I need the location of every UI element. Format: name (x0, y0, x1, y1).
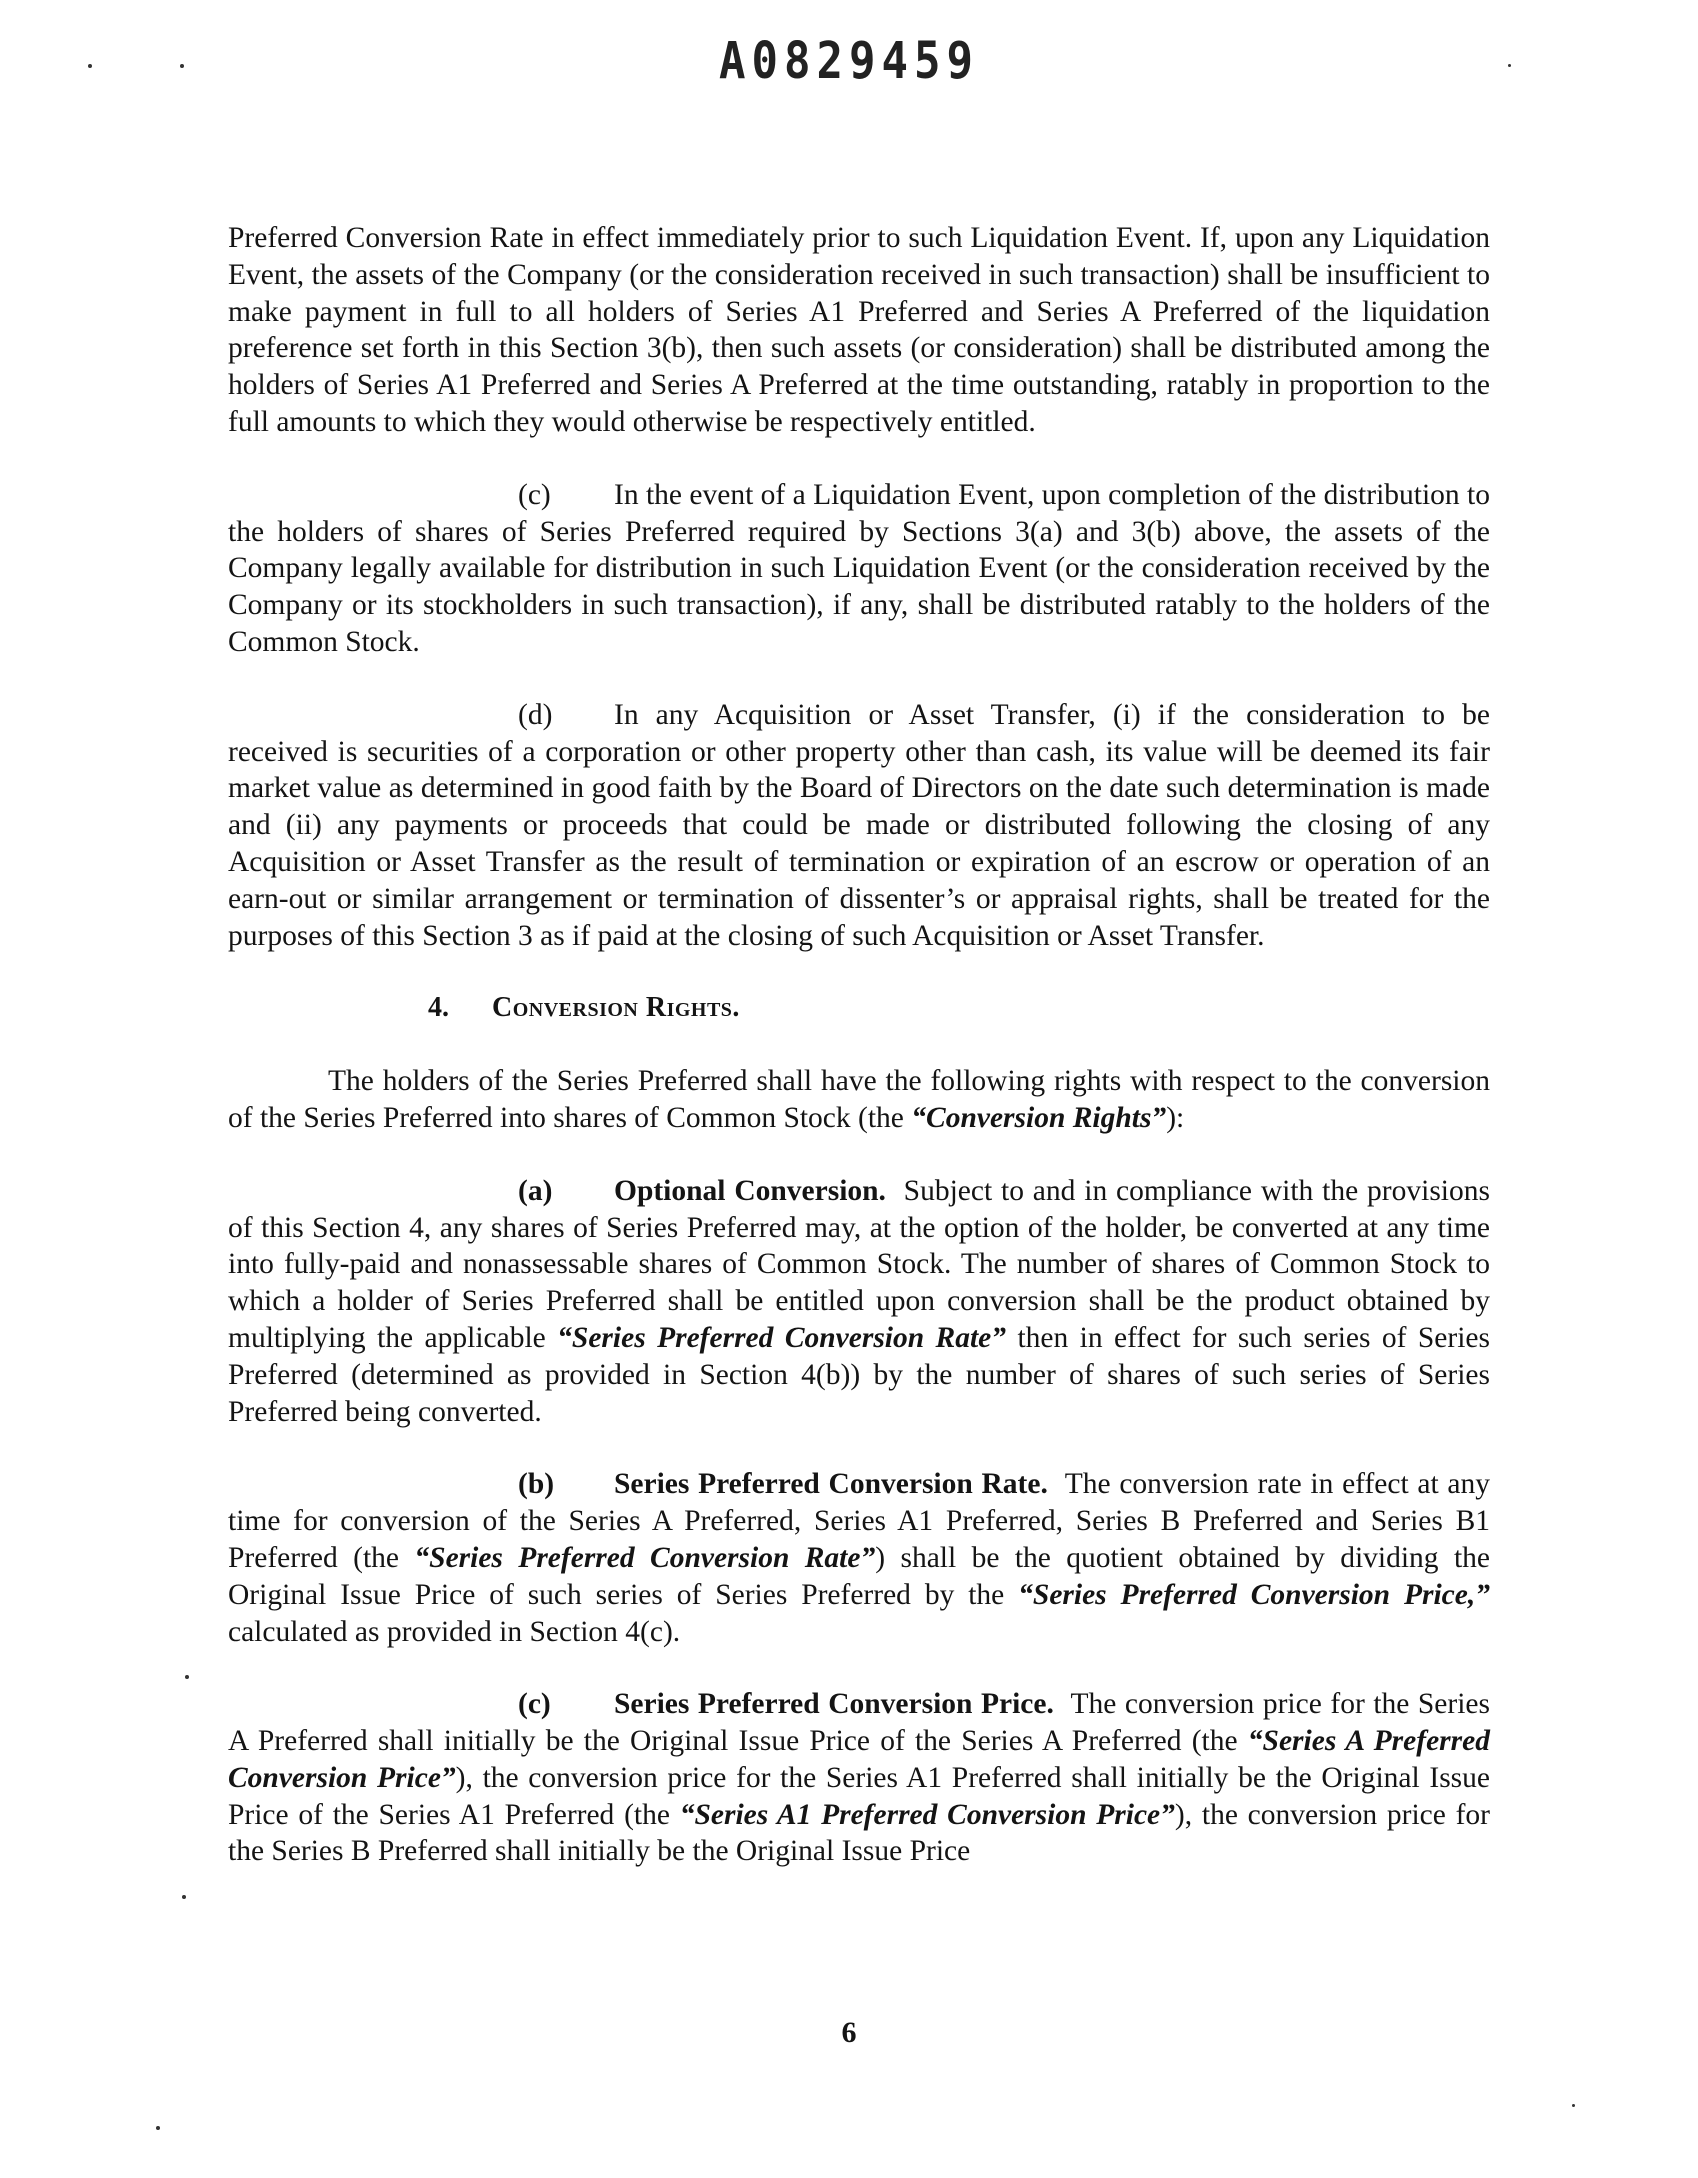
paragraph-4a (228, 1173, 1490, 1431)
section-number: 4. (428, 992, 449, 1024)
section-heading-4 (228, 990, 1490, 1027)
defined-term: “Conversion Rights” (911, 1101, 1167, 1134)
intro-tail: ): (1166, 1101, 1185, 1134)
clause-label: (b) (518, 1468, 555, 1501)
clause-label: (c) (518, 1688, 551, 1721)
clause-heading: Optional Conversion. (614, 1174, 886, 1207)
paragraph-section4-intro (228, 1063, 1490, 1137)
clause-text: calculated as provided in Section 4(c). (228, 1615, 681, 1648)
scan-speck (156, 2126, 160, 2130)
clause-label: (d) (518, 698, 553, 731)
defined-term: “Series A Preferred Conversion Price” (228, 1725, 1490, 1794)
clause-text: The conversion rate in effect at any time for conversion of the Series A Preferred, Series A1 Preferred, Series B Preferred and Series B1 Preferred (the (228, 1468, 1490, 1574)
scan-speck (182, 1895, 186, 1899)
clause-label: (c) (518, 478, 551, 511)
scan-speck (1508, 64, 1511, 67)
clause-text: Subject to and in compliance with the provisions of this Section 4, any shares of Series Preferred may, at the option of the holder, be converted at any time into fully-paid and nonassessable shares of Common Stock. The number of shares of Common Stock to which a holder of Series Preferred shall be entitled upon conversion shall be the product obtained by multiplying the applicable (228, 1174, 1490, 1354)
scan-speck (185, 1675, 189, 1679)
paragraph-4b (228, 1466, 1490, 1650)
clause-text: ), the conversion price for the Series A1 Preferred shall initially be the Original Issue Price of the Series A1 Preferred (the (228, 1761, 1490, 1831)
paragraph-3d (228, 697, 1490, 955)
clause-label: (a) (518, 1174, 553, 1207)
clause-heading: Series Preferred Conversion Rate. (614, 1468, 1048, 1501)
section-title: Conversion Rights. (492, 992, 740, 1024)
scan-speck (88, 64, 92, 68)
paragraph-3c (228, 477, 1490, 661)
document-body (228, 220, 1490, 1870)
clause-text: The conversion price for the Series A Preferred shall initially be the Original Issue Price of the Series A Preferred (the (228, 1688, 1490, 1758)
document-stamp: A0829459 (719, 32, 979, 91)
clause-text: ), the conversion price for the Series B Preferred shall initially be the Original Issue Price (228, 1798, 1491, 1868)
defined-term: “Series Preferred Conversion Rate” (557, 1321, 1007, 1354)
defined-term: “Series Preferred Conversion Rate” (414, 1541, 876, 1574)
clause-text: In any Acquisition or Asset Transfer, (i) if the consideration to be received is securities of a corporation or other property other than cash, its value will be deemed its fair market value as determined in good faith by the Board of Directors on the date such determination is made and (ii) any payments or proceeds that could be made or distributed following the closing of any Acquisition or Asset Transfer as the result of termination or expiration of an escrow or operation of an earn-out or similar arrangement or termination of dissenter’s or appraisal rights, shall be treated for the purposes of this Section 3 as if paid at the closing of such Acquisition or Asset Transfer. (228, 698, 1490, 952)
paragraph-4c (228, 1686, 1490, 1870)
scan-speck (180, 64, 184, 68)
clause-text: ) shall be the quotient obtained by dividing the Original Issue Price of such series of Series Preferred by the (228, 1541, 1490, 1611)
defined-term: “Series Preferred Conversion Price,” (1018, 1578, 1490, 1611)
intro-text: The holders of the Series Preferred shall have the following rights with respect to the conversion of the Series Preferred into shares of Common Stock (the (228, 1065, 1490, 1134)
scan-speck (1572, 2104, 1575, 2107)
defined-term: “Series A1 Preferred Conversion Price” (679, 1798, 1175, 1831)
clause-heading: Series Preferred Conversion Price. (614, 1688, 1054, 1721)
clause-text: In the event of a Liquidation Event, upon completion of the distribution to the holders of shares of Series Preferred required by Sections 3(a) and 3(b) above, the assets of the Company legally available for distribution in such Liquidation Event (or the consideration received by the Company or its stockholders in such transaction), if any, shall be distributed ratably to the holders of the Common Stock. (228, 478, 1490, 658)
paragraph-liquidation-continuation: Preferred Conversion Rate in effect immediately prior to such Liquidation Event. If, upon any Liquidation Event, the assets of the Company (or the consideration received in such transaction) shall be insufficient to make payment in full to all holders of Series A1 Preferred and Series A Preferred of the liquidation preference set forth in this Section 3(b), then such assets (or consideration) shall be distributed among the holders of Series A1 Preferred and Series A Preferred at the time outstanding, ratably in proportion to the full amounts to which they would otherwise be respectively entitled. (228, 222, 1490, 438)
page-number: 6 (841, 2016, 857, 2049)
clause-text: then in effect for such series of Series Preferred (determined as provided in Section 4(b)) by the number of shares of such series of Series Preferred being converted. (228, 1321, 1490, 1428)
